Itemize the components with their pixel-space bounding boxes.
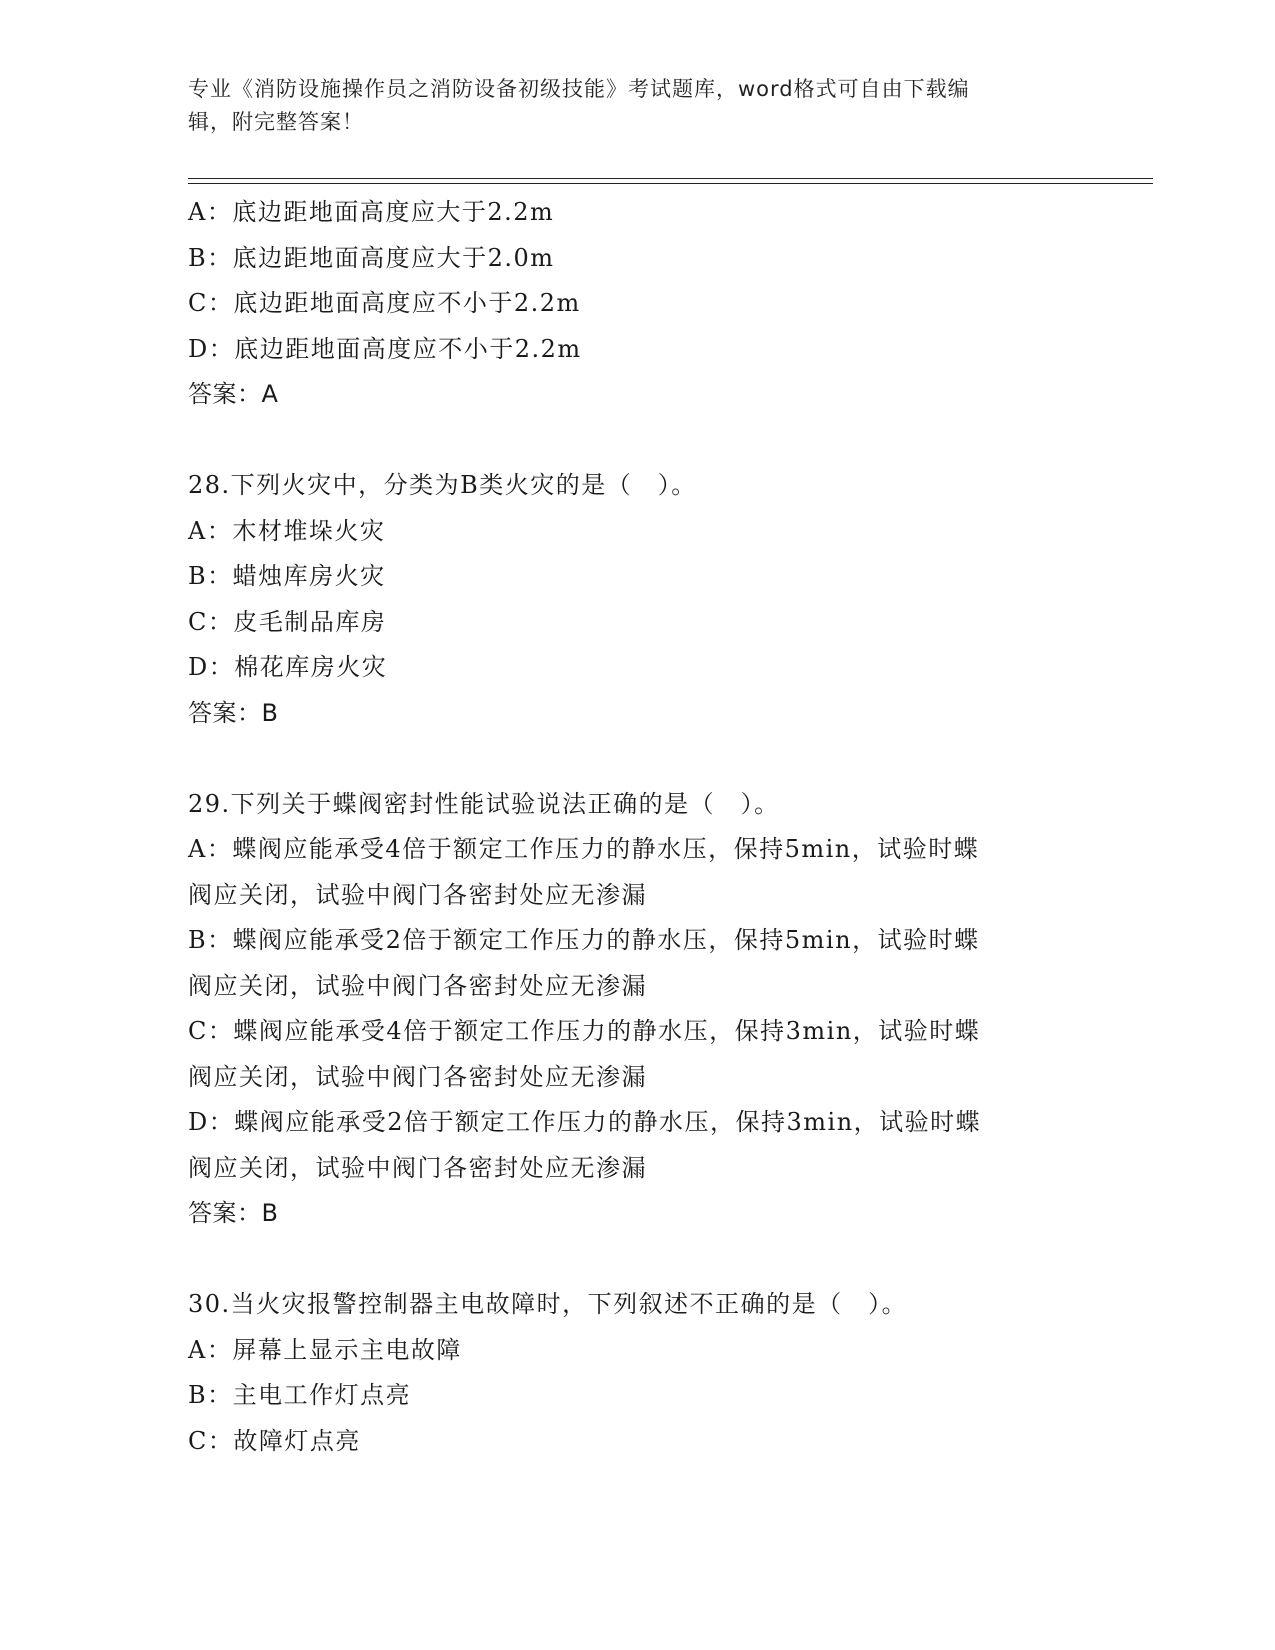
q27-option-b: B：底边距地面高度应大于2.0m: [188, 243, 555, 272]
spacer: [188, 736, 1088, 782]
header-divider-bottom: [188, 183, 1153, 184]
q30-option-c: C：故障灯点亮: [188, 1426, 361, 1455]
q27-answer: 答案：A: [188, 380, 279, 408]
q29-option-d-line-2: 阀应关闭，试验中阀门各密封处应无渗漏: [188, 1153, 647, 1182]
question-29: [188, 782, 1088, 1237]
q28-question-text: 28.下列火灾中，分类为B类火灾的是（ ）。: [188, 471, 697, 499]
q29-option-d-line-1: D：蝶阀应能承受2倍于额定工作压力的静水压，保持3min，试验时蝶: [188, 1108, 982, 1136]
q29-answer: 答案：B: [188, 1199, 279, 1227]
q28-option-c: C：皮毛制品库房: [188, 607, 387, 636]
q29-question-text: 29.下列关于蝶阀密封性能试验说法正确的是（ ）。: [188, 789, 780, 818]
header-title-line-1: 专业《消防设施操作员之消防设备初级技能》考试题库，word格式可自由下载编: [188, 77, 970, 101]
question-30: [188, 1282, 1088, 1464]
header-title-line-2: 辑，附完整答案！: [188, 110, 364, 134]
q27-option-d: D：底边距地面高度应不小于2.2m: [188, 334, 582, 363]
q29-option-b-line-1: B：蝶阀应能承受2倍于额定工作压力的静水压，保持5min，试验时蝶: [188, 926, 980, 954]
q27-option-c: C：底边距地面高度应不小于2.2m: [188, 289, 581, 317]
q30-option-b: B：主电工作灯点亮: [188, 1381, 412, 1409]
question-28: [188, 463, 1088, 736]
q29-option-c-line-1: C：蝶阀应能承受4倍于额定工作压力的静水压，保持3min，试验时蝶: [188, 1017, 981, 1045]
q29-option-a-line-1: A：蝶阀应能承受4倍于额定工作压力的静水压，保持5min，试验时蝶: [188, 835, 980, 863]
q29-option-b-line-2: 阀应关闭，试验中阀门各密封处应无渗漏: [188, 971, 647, 1000]
q28-option-a: A：木材堆垛火灾: [188, 516, 386, 545]
q29-option-c-line-2: 阀应关闭，试验中阀门各密封处应无渗漏: [188, 1062, 647, 1091]
q30-option-a: A：屏幕上显示主电故障: [188, 1335, 462, 1364]
question-27: [188, 190, 1088, 418]
question-list: [188, 190, 1088, 1464]
q30-question-text: 30.当火灾报警控制器主电故障时，下列叙述不正确的是（ ）。: [188, 1290, 908, 1318]
q28-answer: 答案：B: [188, 698, 279, 727]
document-header: [188, 73, 1068, 139]
q28-option-d: D：棉花库房火灾: [188, 653, 388, 681]
q28-option-b: B：蜡烛库房火灾: [188, 562, 386, 590]
spacer: [188, 1237, 1088, 1283]
header-divider-top: [188, 178, 1153, 179]
q27-option-a: A：底边距地面高度应大于2.2m: [188, 198, 555, 226]
q29-option-a-line-2: 阀应关闭，试验中阀门各密封处应无渗漏: [188, 880, 647, 909]
spacer: [188, 418, 1088, 464]
